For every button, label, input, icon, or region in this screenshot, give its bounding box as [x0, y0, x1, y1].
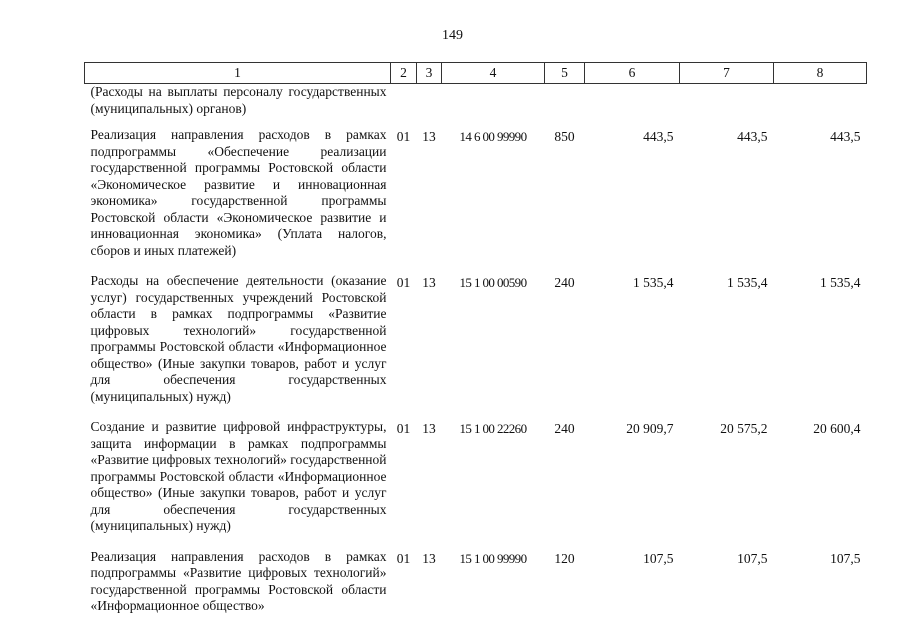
row-amount-col8: 443,5	[830, 129, 861, 144]
table-row	[85, 127, 867, 273]
row-amount-col8: 107,5	[830, 550, 861, 566]
row-amount-col6	[585, 84, 680, 128]
row-amount-col7: 107,5	[737, 550, 768, 566]
table-header	[85, 63, 867, 84]
header-col-4: 4	[442, 63, 545, 84]
row-expense-type: 120	[554, 550, 575, 566]
row-amount-col8	[774, 84, 867, 128]
row-amount-col6: 20 909,7	[626, 421, 674, 436]
row-subsection	[417, 84, 442, 128]
row-amount-col7: 1 535,4	[727, 275, 768, 290]
header-col-6: 6	[585, 63, 680, 84]
row-amount-col8: 1 535,4	[820, 275, 861, 290]
header-col-5: 5	[545, 63, 585, 84]
row-subsection: 13	[422, 275, 436, 290]
row-section: 01	[396, 129, 411, 144]
table-row	[85, 273, 867, 419]
row-description: Расходы на обеспечение деятельности (оказание услуг) государственных учреждений Ростовской области в рамках подпрограммы «Развитие цифровых технологий» государственной программы Ростовской области «Информационное общество» (Иные закупки товаров, работ и услуг для обеспечения государственных (муниципальных) нужд)	[90, 273, 387, 404]
row-description: Создание и развитие цифровой инфраструктуры, защита информации в рамках подпрограммы «Развитие цифровых технологий» государственной программы Ростовской области «Информационное общество» (Иные закупки товаров, работ и услуг для обеспечения государственных (муниципальных) нужд)	[90, 419, 387, 533]
row-subsection: 13	[422, 129, 436, 144]
row-section: 01	[396, 550, 411, 566]
row-subsection: 13	[422, 550, 436, 566]
row-amount-col7	[680, 84, 774, 128]
header-col-8: 8	[774, 63, 867, 84]
row-amount-col6: 107,5	[643, 550, 674, 566]
row-target-code	[442, 84, 545, 128]
row-target-code: 15 1 00 00590	[459, 275, 527, 290]
row-amount-col8: 20 600,4	[813, 421, 861, 436]
row-section: 01	[396, 421, 411, 436]
row-expense-type: 240	[554, 421, 575, 436]
row-section	[391, 84, 417, 128]
row-expense-type: 850	[554, 129, 575, 144]
table-body	[85, 84, 867, 615]
row-section: 01	[396, 275, 411, 290]
row-expense-type: 240	[554, 275, 575, 290]
row-amount-col7: 20 575,2	[720, 421, 768, 436]
row-description: (Расходы на выплаты персоналу государственных (муниципальных) органов)	[90, 84, 387, 116]
header-col-7: 7	[680, 63, 774, 84]
row-target-code: 15 1 00 22260	[459, 421, 527, 436]
table-row	[85, 84, 867, 128]
page-number: 149	[442, 28, 463, 43]
row-amount-col6: 1 535,4	[633, 275, 674, 290]
table-row	[85, 549, 867, 615]
row-amount-col7: 443,5	[737, 129, 768, 144]
row-target-code: 14 6 00 99990	[459, 129, 527, 144]
row-description: Реализация направления расходов в рамках подпрограммы «Развитие цифровых технологий» государственной программы Ростовской области «Информационное общество»	[90, 548, 387, 613]
row-target-code: 15 1 00 99990	[459, 550, 527, 566]
row-amount-col6: 443,5	[643, 129, 674, 144]
table-row	[85, 419, 867, 549]
row-subsection: 13	[422, 421, 436, 436]
row-expense-type	[545, 84, 585, 128]
header-col-3: 3	[417, 63, 442, 84]
header-col-1: 1	[85, 63, 391, 84]
header-col-2: 2	[391, 63, 417, 84]
header-row	[85, 63, 867, 84]
row-description: Реализация направления расходов в рамках подпрограммы «Обеспечение реализации государственной программы Ростовской области «Экономическое развитие и инновационная экономика» государственной программы Ростовской области «Экономическое развитие и инновационная экономика» (Уплата налогов, сборов и иных платежей)	[90, 127, 387, 258]
budget-table	[84, 62, 867, 615]
